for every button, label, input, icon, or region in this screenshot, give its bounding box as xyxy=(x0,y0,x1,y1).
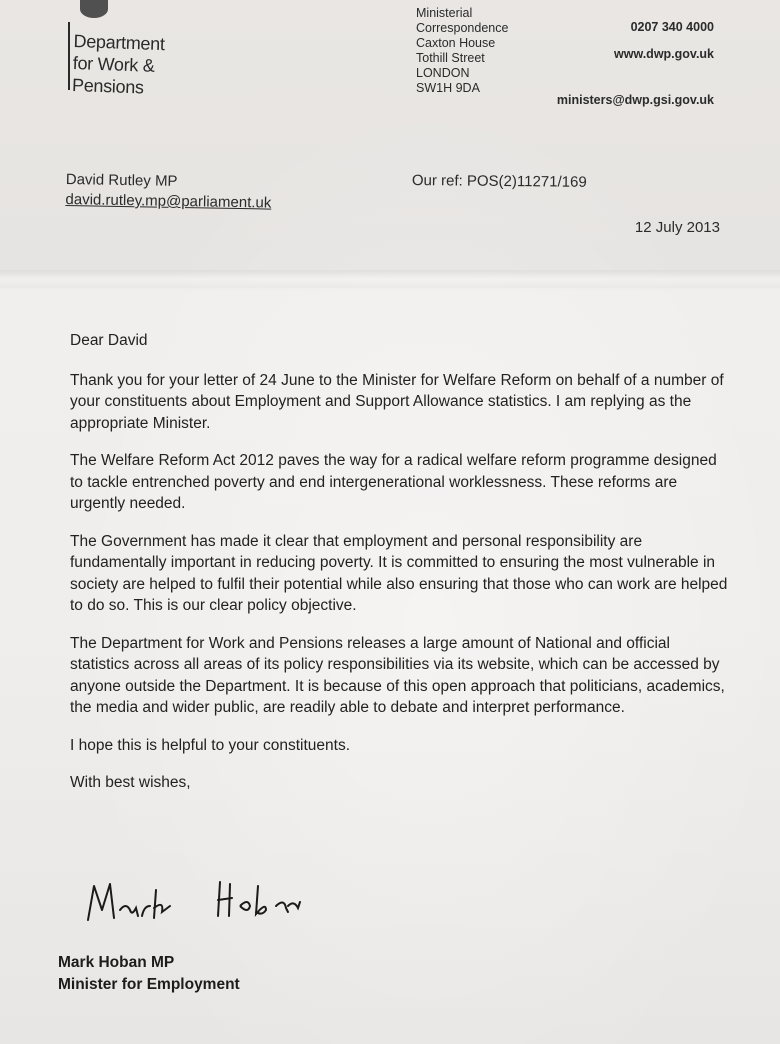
salutation: Dear David xyxy=(70,332,148,349)
logo-divider xyxy=(68,22,70,90)
department-address: Ministerial Correspondence Caxton House Tothill Street LONDON SW1H 9DA xyxy=(416,6,509,95)
signatory-name: Mark Hoban MP xyxy=(58,954,175,971)
crest-icon xyxy=(80,0,108,18)
recipient-name: David Rutley MP xyxy=(65,170,178,190)
dwp-logo xyxy=(60,0,210,110)
reference-number: Our ref: POS(2)11271/169 xyxy=(411,172,587,191)
letter-date: 12 July 2013 xyxy=(634,219,720,236)
paragraph: I hope this is helpful to your constituents. xyxy=(70,736,351,754)
paragraph: The Department for Work and Pensions releases a large amount of National and official statistics across all areas of its policy responsibilities via its website, which can be accessed by anyone outside the Department. It is because of this open approach that politicians, academics, the media and wider public, are readily able to debate and interpret performance. xyxy=(70,634,725,716)
paper-fold xyxy=(0,270,780,288)
department-email: ministers@dwp.gsi.gov.uk xyxy=(556,93,714,107)
signatory xyxy=(58,952,240,996)
signatory-title: Minister for Employment xyxy=(58,976,240,993)
website: www.dwp.gov.uk xyxy=(614,47,714,61)
paragraph: Thank you for your letter of 24 June to the Minister for Welfare Reform on behalf of a number of your constituents about Employment and Support Allowance statistics. I am replying as the appropriate Minister. xyxy=(70,371,724,432)
department-contact xyxy=(614,20,714,61)
paragraph: The Welfare Reform Act 2012 paves the way for a radical welfare reform programme designed to tackle entrenched poverty and end intergenerational worklessness. These reforms are urgently needed. xyxy=(70,452,717,512)
closing: With best wishes, xyxy=(70,774,191,791)
phone-number: 0207 340 4000 xyxy=(630,20,714,34)
department-name: Department for Work & Pensions xyxy=(71,30,165,98)
recipient-email: david.rutley.mp@parliament.uk xyxy=(65,190,272,212)
paragraph: The Government has made it clear that employment and personal responsibility are fundamentally important in reducing poverty. It is committed to ensuring the most vulnerable in society are helped to fulfil their potential while also ensuring that those who can work are helped to do so. This is our clear policy objective. xyxy=(70,532,728,614)
recipient-block xyxy=(65,170,272,214)
letter-body xyxy=(70,330,730,810)
handwritten-signature xyxy=(80,872,340,932)
